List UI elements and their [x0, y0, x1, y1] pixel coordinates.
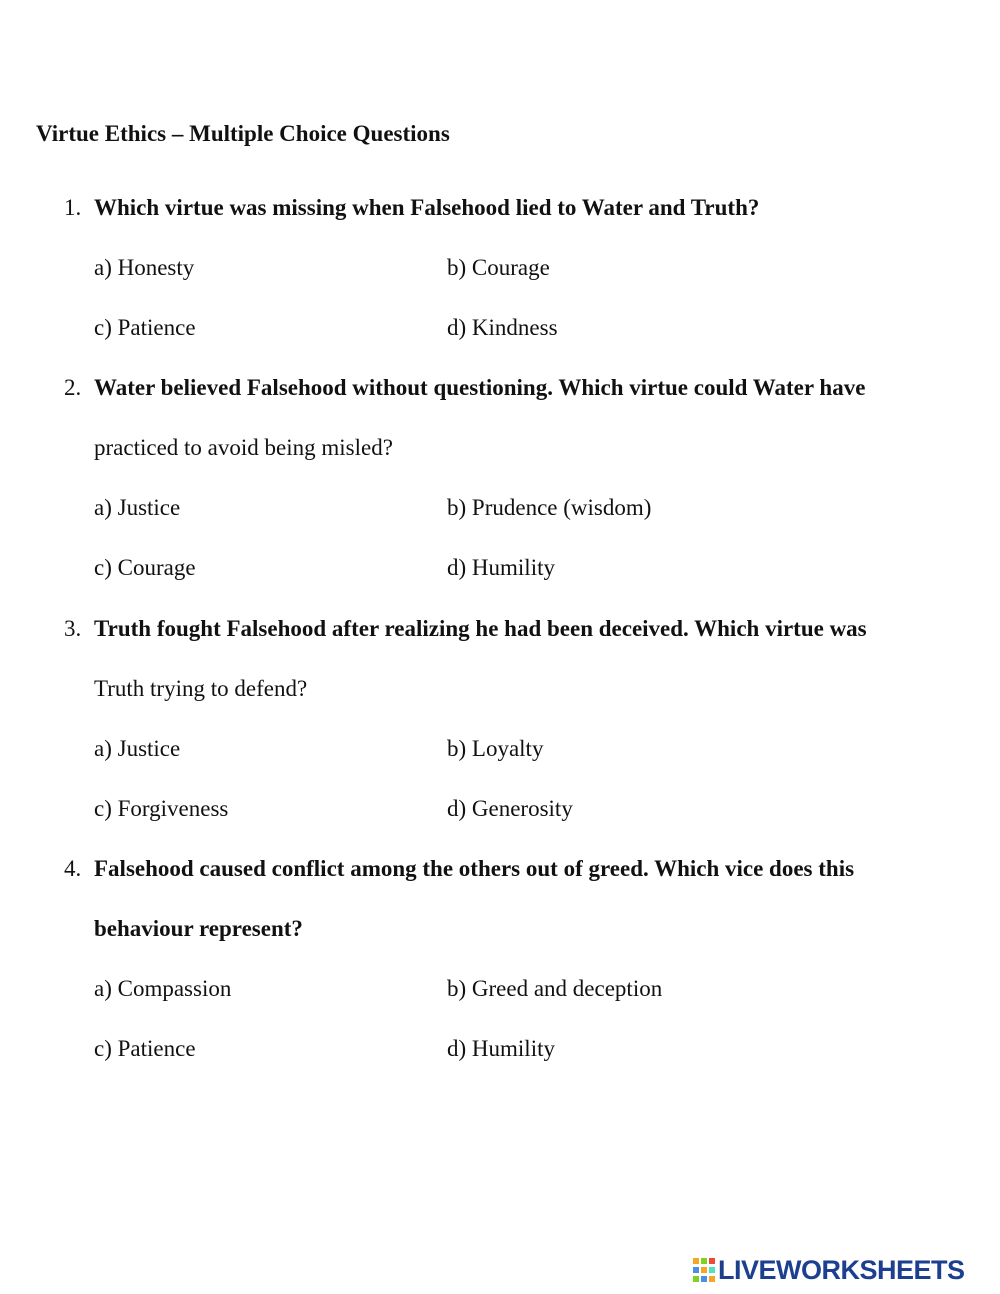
page-title: Virtue Ethics – Multiple Choice Questions	[36, 121, 450, 146]
option-b[interactable]: b) Greed and deception	[447, 976, 663, 1001]
option-a[interactable]: a) Justice	[94, 495, 181, 520]
option-b[interactable]: b) Loyalty	[447, 736, 544, 761]
option-c[interactable]: c) Courage	[94, 555, 196, 580]
question-text-continued: practiced to avoid being misled?	[94, 435, 393, 460]
option-a[interactable]: a) Honesty	[94, 255, 195, 280]
option-d[interactable]: d) Kindness	[447, 315, 558, 340]
question-text: Truth fought Falsehood after realizing he had been deceived. Which virtue was	[94, 616, 867, 641]
question-text: Water believed Falsehood without questioning. Which virtue could Water have	[94, 375, 866, 400]
brand-name: LIVEWORKSHEETS	[718, 1255, 965, 1285]
liveworksheets-logo-icon	[693, 1258, 715, 1282]
option-a[interactable]: a) Compassion	[94, 976, 232, 1001]
option-a[interactable]: a) Justice	[94, 736, 181, 761]
option-c[interactable]: c) Patience	[94, 315, 196, 340]
question-text: Falsehood caused conflict among the others out of greed. Which vice does this	[94, 856, 855, 881]
option-d[interactable]: d) Humility	[447, 1036, 555, 1061]
question-text-continued: behaviour represent?	[94, 916, 303, 941]
option-c[interactable]: c) Forgiveness	[94, 796, 229, 821]
option-b[interactable]: b) Courage	[447, 255, 550, 280]
question-number: 2.	[64, 375, 82, 400]
question-number: 4.	[64, 856, 82, 881]
question-number: 3.	[64, 616, 82, 641]
option-d[interactable]: d) Humility	[447, 555, 555, 580]
question-number: 1.	[64, 195, 82, 220]
question-text: Which virtue was missing when Falsehood lied to Water and Truth?	[94, 195, 760, 220]
option-b[interactable]: b) Prudence (wisdom)	[447, 495, 652, 520]
option-c[interactable]: c) Patience	[94, 1036, 196, 1061]
question-text-continued: Truth trying to defend?	[94, 676, 308, 701]
option-d[interactable]: d) Generosity	[447, 796, 573, 821]
liveworksheets-brand[interactable]	[693, 1255, 965, 1285]
